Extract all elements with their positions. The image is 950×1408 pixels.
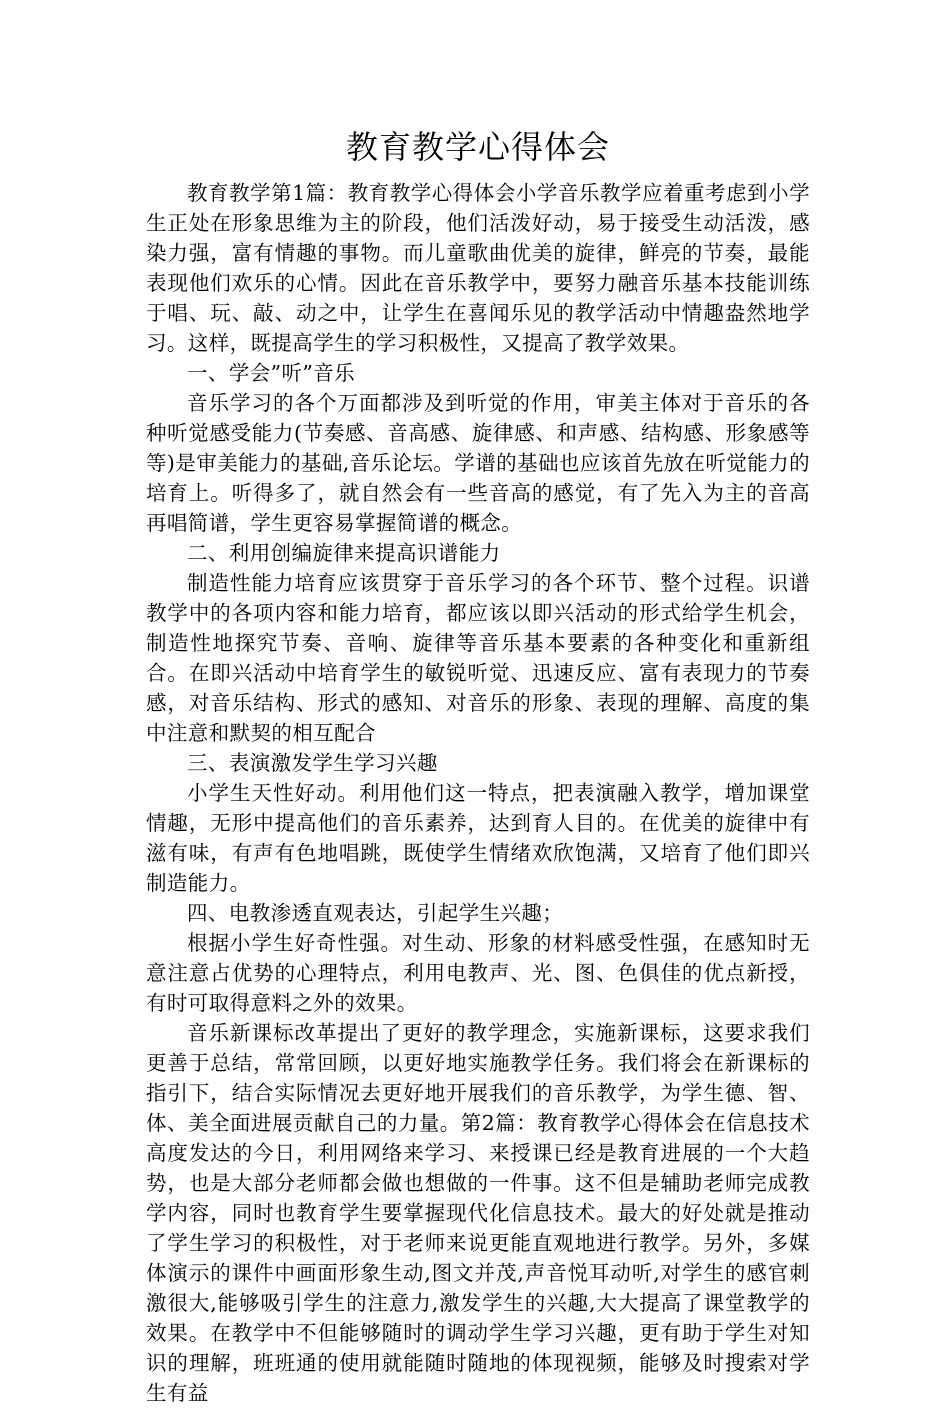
- paragraph-curriculum: 音乐新课标改革提出了更好的教学理念，实施新课标，这要求我们更善于总结，常常回顾，以更好地实施教学任务。我们将会在新课标的指引下，结合实际情况去更好地开展我们的音乐教学，为学生德、智、体、美全面进展贡献自己的力量。第2篇：教育教学心得体会在信息技术高度发达的今日，利用网络来学习、来授课已经是教育进展的一个大趋势，也是大部分老师都会做也想做的一件事。这不但是辅助老师完成教学内容，同时也教育学生要掌握现代化信息技术。最大的好处就是推动了学生学习的积极性，对于老师来说更能直观地进行教学。另外，多媒体演示的课件中画面形象生动,图文并茂,声音悦耳动听,对学生的感官刺激很大,能够吸引学生的注意力,激发学生的兴趣,大大提高了课堂教学的效果。在教学中不但能够随时的调动学生学习兴趣，更有助于学生对知识的理解，班班通的使用就能随时随地的体现视频，能够及时搜索对学生有益: [146, 1021, 810, 1405]
- paragraph-creativity: 制造性能力培育应该贯穿于音乐学习的各个环节、整个过程。识谱教学中的各项内容和能力培育，都应该以即兴活动的形式给学生机会，制造性地探究节奏、音响、旋律等音乐基本要素的各种变化和重新组合。在即兴活动中培育学生的敏锐听觉、迅速反应、富有表现力的节奏感，对音乐结构、形式的感知、对音乐的形象、表现的理解、高度的集中注意和默契的相互配合: [146, 571, 810, 745]
- section-heading-2: 二、利用创编旋律来提高识谱能力: [187, 541, 501, 565]
- paragraph-intro: 教育教学第1篇：教育教学心得体会小学音乐教学应着重考虑到小学生正处在形象思维为主的阶段，他们活泼好动，易于接受生动活泼，感染力强，富有情趣的事物。而儿童歌曲优美的旋律，鲜亮的节奏，最能表现他们欢乐的心情。因此在音乐教学中，要努力融音乐基本技能训练于唱、玩、敲、动之中，让学生在喜闻乐见的教学活动中情趣盎然地学习。这样，既提高学生的学习积极性，又提高了教学效果。: [146, 181, 810, 355]
- document-title: 教育教学心得体会: [345, 128, 610, 166]
- section-heading-4: 四、电教渗透直观表达，引起学生兴趣；: [187, 901, 564, 925]
- paragraph-multimedia: 根据小学生好奇性强。对生动、形象的材料感受性强，在感知时无意注意占优势的心理特点，利用电教声、光、图、色俱佳的优点新授，有时可取得意料之外的效果。: [146, 931, 810, 1015]
- paragraph-listening: 音乐学习的各个万面都涉及到听觉的作用，审美主体对于音乐的各种听觉感受能力(节奏感、音高感、旋律感、和声感、结构感、形象感等等)是审美能力的基础,音乐论坛。学谱的基础也应该首先放在听觉能力的培育上。听得多了，就自然会有一些音高的感觉，有了先入为主的音高再唱简谱，学生更容易掌握简谱的概念。: [146, 391, 810, 535]
- section-heading-1: 一、学会”听”音乐: [187, 361, 356, 385]
- section-heading-3: 三、表演激发学生学习兴趣: [187, 751, 438, 775]
- paragraph-performance: 小学生天性好动。利用他们这一特点，把表演融入教学，增加课堂情趣，无形中提高他们的音乐素养，达到育人目的。在优美的旋律中有滋有味，有声有色地唱跳，既使学生情绪欢欣饱满，又培育了他们即兴制造能力。: [146, 781, 810, 895]
- document-page: [146, 122, 810, 1408]
